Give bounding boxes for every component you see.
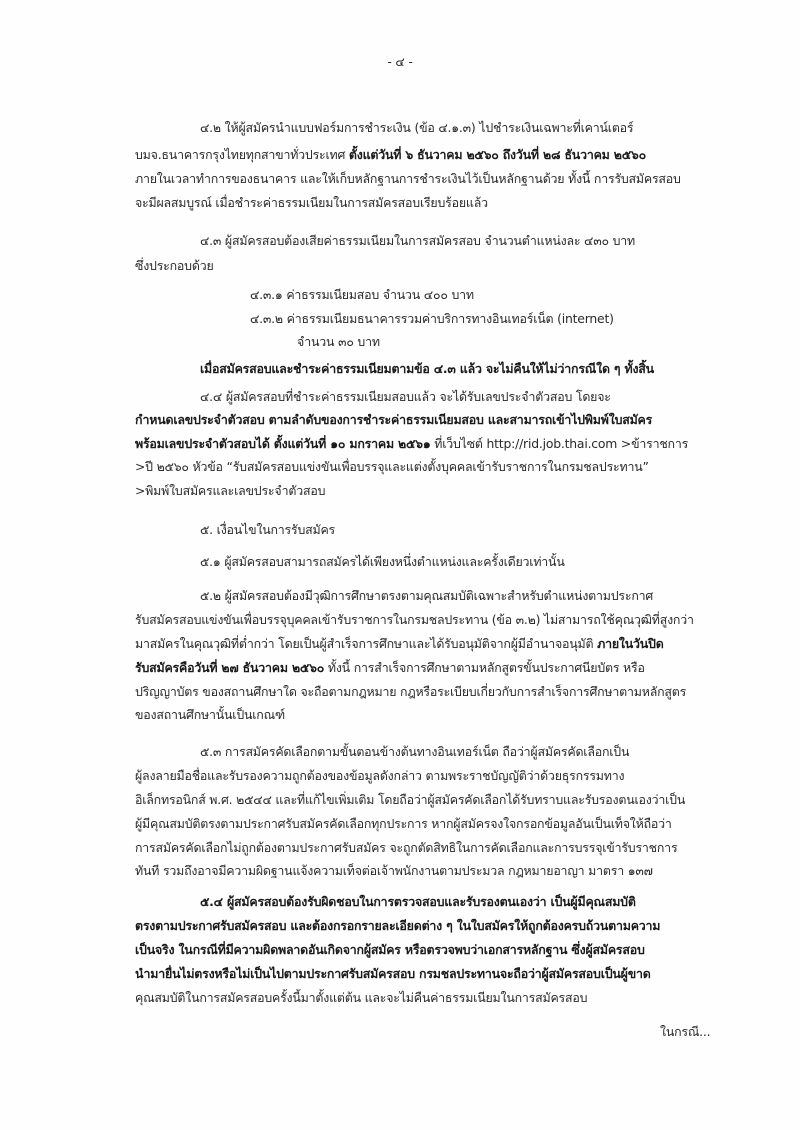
continuation-marker: ในกรณี... [660, 1024, 711, 1039]
para-5-3-line-1: ๕.๓ การสมัครคัดเลือกตามขั้นตอนข้างต้นทางอินเทอร์เน็ต ถือว่าผู้สมัครคัดเลือกเป็น [200, 744, 630, 759]
fee-item-4-3-2-amount: จำนวน ๓๐ บาท [297, 334, 380, 349]
fee-item-4-3-2: ๔.๓.๒ ค่าธรรมเนียมธนาคารรวมค่าบริการทางอินเทอร์เน็ต (internet) [250, 311, 614, 326]
para-5-3-line-5: การสมัครคัดเลือกไม่ถูกต้องตามประกาศรับสมัคร จะถูกตัดสิทธิในการคัดเลือกและการบรรจุเข้ารับราชการ [135, 840, 678, 855]
para-5-4-line-2: ตรงตามประกาศรับสมัครสอบ และต้องกรอกรายละเอียดต่าง ๆ ในใบสมัครให้ถูกต้องครบถ้วนตามความ [135, 918, 661, 933]
payment-period: ตั้งแต่วันที่ ๖ ธันวาคม ๒๕๖๐ ถึงวันที่ ๒๘ ธันวาคม ๒๕๖๐ [348, 147, 646, 162]
para-5-2-line-2: รับสมัครสอบแข่งขันเพื่อบรรจุบุคคลเข้ารับราชการในกรมชลประทาน (ข้อ ๓.๒) ไม่สามารถใช้คุณวุฒิที่สูงกว่า [135, 612, 694, 627]
para-5-2-line-3 [135, 635, 664, 653]
closing-date-label: ภายในวันปิด [597, 636, 664, 651]
text: >ข้าราชการ [617, 436, 689, 451]
closing-date: รับสมัครคือวันที่ ๒๗ ธันวาคม ๒๕๖๐ [135, 660, 325, 675]
para-4-4-line-1: ๔.๔ ผู้สมัครสอบที่ชำระค่าธรรมเนียมสอบแล้ว จะได้รับเลขประจำตัวสอบ โดยจะ [200, 389, 611, 404]
fee-item-4-3-1: ๔.๓.๑ ค่าธรรมเนียมสอบ จำนวน ๔๐๐ บาท [250, 287, 474, 302]
section-5-heading: ๕. เงื่อนไขในการรับสมัคร [200, 522, 335, 537]
website-link[interactable]: http://rid.job.thai.com [486, 436, 618, 451]
para-4-4-line-3 [135, 435, 688, 453]
para-5-4-line-3: เป็นจริง ในกรณีที่มีความผิดพลาดอันเกิดจากผู้สมัคร หรือตรวจพบว่าเอกสารหลักฐาน ซึ่งผู้สมัครสอบ [135, 942, 645, 957]
page-number: - ๔ - [387, 54, 413, 69]
para-5-3-line-3: อิเล็กทรอนิกส์ พ.ศ. ๒๕๔๔ และที่แก้ไขเพิ่มเติม โดยถือว่าผู้สมัครคัดเลือกได้รับทราบและรับรองตนเองว่าเป็น [135, 792, 686, 807]
text: บมจ.ธนาคารกรุงไทยทุกสาขาทั่วประเทศ [135, 147, 349, 162]
para-5-4-line-5: คุณสมบัติในการสมัครสอบครั้งนี้มาตั้งแต่ต้น และจะไม่คืนค่าธรรมเนียมในการสมัครสอบ [135, 990, 588, 1005]
para-5-2-line-5: ปริญญาบัตร ของสถานศึกษาใด จะถือตามกฎหมาย กฎหรือระเบียบเกี่ยวกับการสำเร็จการศึกษาตามหลักสูตร [135, 684, 687, 699]
para-4-4-line-4: >ปี ๒๕๖๐ หัวข้อ “รับสมัครสอบแข่งขันเพื่อบรรจุและแต่งตั้งบุคคลเข้ารับราชการในกรมชลประทาน” [135, 459, 649, 474]
para-4-2-line-2 [135, 146, 646, 164]
para-5-2-line-6: ของสถานศึกษานั้นเป็นเกณฑ์ [135, 707, 285, 722]
print-date: พร้อมเลขประจำตัวสอบได้ ตั้งแต่วันที่ ๑๐ มกราคม ๒๕๖๑ [135, 436, 431, 451]
para-5-2-line-1: ๕.๒ ผู้สมัครสอบต้องมีวุฒิการศึกษาตรงตามคุณสมบัติเฉพาะสำหรับตำแหน่งตามประกาศ [200, 588, 654, 603]
para-5-3-line-4: ผู้มีคุณสมบัติตรงตามประกาศรับสมัครคัดเลือกทุกประการ หากผู้สมัครจงใจกรอกข้อมูลอันเป็นเท็จให้ถือว่า [135, 816, 672, 831]
text: มาสมัครในคุณวุฒิที่ต่ำกว่า โดยเป็นผู้สำเร็จการศึกษาและได้รับอนุมัติจากผู้มีอำนาจอนุมัติ [135, 636, 598, 651]
para-4-2-line-1: ๔.๒ ให้ผู้สมัครนำแบบฟอร์มการชำระเงิน (ข้อ ๔.๑.๓) ไปชำระเงินเฉพาะที่เคาน์เตอร์ [200, 120, 634, 135]
para-4-4-line-5: >พิมพ์ใบสมัครและเลขประจำตัวสอบ [135, 483, 326, 498]
para-4-2-line-4: จะมีผลสมบูรณ์ เมื่อชำระค่าธรรมเนียมในการสมัครสอบเรียบร้อยแล้ว [135, 195, 488, 210]
para-4-3-line-2: ซึ่งประกอบด้วย [135, 258, 214, 273]
para-5-4-line-4: นำมายื่นไม่ตรงหรือไม่เป็นไปตามประกาศรับสมัครสอบ กรมชลประทานจะถือว่าผู้สมัครสอบเป็นผู้ขาด [135, 966, 651, 981]
para-5-3-line-2: ผู้ลงลายมือชื่อและรับรองความถูกต้องของข้อมูลดังกล่าว ตามพระราชบัญญัติว่าด้วยธุรกรรมทาง [135, 768, 625, 783]
text: ทั้งนี้ การสำเร็จการศึกษาตามหลักสูตรขั้นประกาศนียบัตร หรือ [324, 660, 645, 675]
para-4-4-line-2: กำหนดเลขประจำตัวสอบ ตามลำดับของการชำระค่าธรรมเนียมสอบ และสามารถเข้าไปพิมพ์ใบสมัคร [135, 412, 653, 427]
para-5-2-line-4 [135, 659, 645, 677]
para-5-3-line-6: ทันที รวมถึงอาจมีความผิดฐานแจ้งความเท็จต่อเจ้าพนักงานตามประมวล กฎหมายอาญา มาตรา ๑๓๗ [135, 863, 653, 878]
para-4-3-line-1: ๔.๓ ผู้สมัครสอบต้องเสียค่าธรรมเนียมในการสมัครสอบ จำนวนตำแหน่งละ ๔๓๐ บาท [200, 233, 635, 248]
text: ที่เว็บไซต์ [430, 436, 487, 451]
no-refund-note: เมื่อสมัครสอบและชำระค่าธรรมเนียมตามข้อ ๔.๓ แล้ว จะไม่คืนให้ไม่ว่ากรณีใด ๆ ทั้งสิ้น [200, 361, 654, 376]
para-5-1: ๕.๑ ผู้สมัครสอบสามารถสมัครได้เพียงหนึ่งตำแหน่งและครั้งเดียวเท่านั้น [200, 554, 565, 569]
para-5-4-line-1: ๕.๔ ผู้สมัครสอบต้องรับผิดชอบในการตรวจสอบและรับรองตนเองว่า เป็นผู้มีคุณสมบัติ [200, 894, 636, 909]
para-4-2-line-3: ภายในเวลาทำการของธนาคาร และให้เก็บหลักฐานการชำระเงินไว้เป็นหลักฐานด้วย ทั้งนี้ การรับสมัครสอบ [135, 171, 681, 186]
